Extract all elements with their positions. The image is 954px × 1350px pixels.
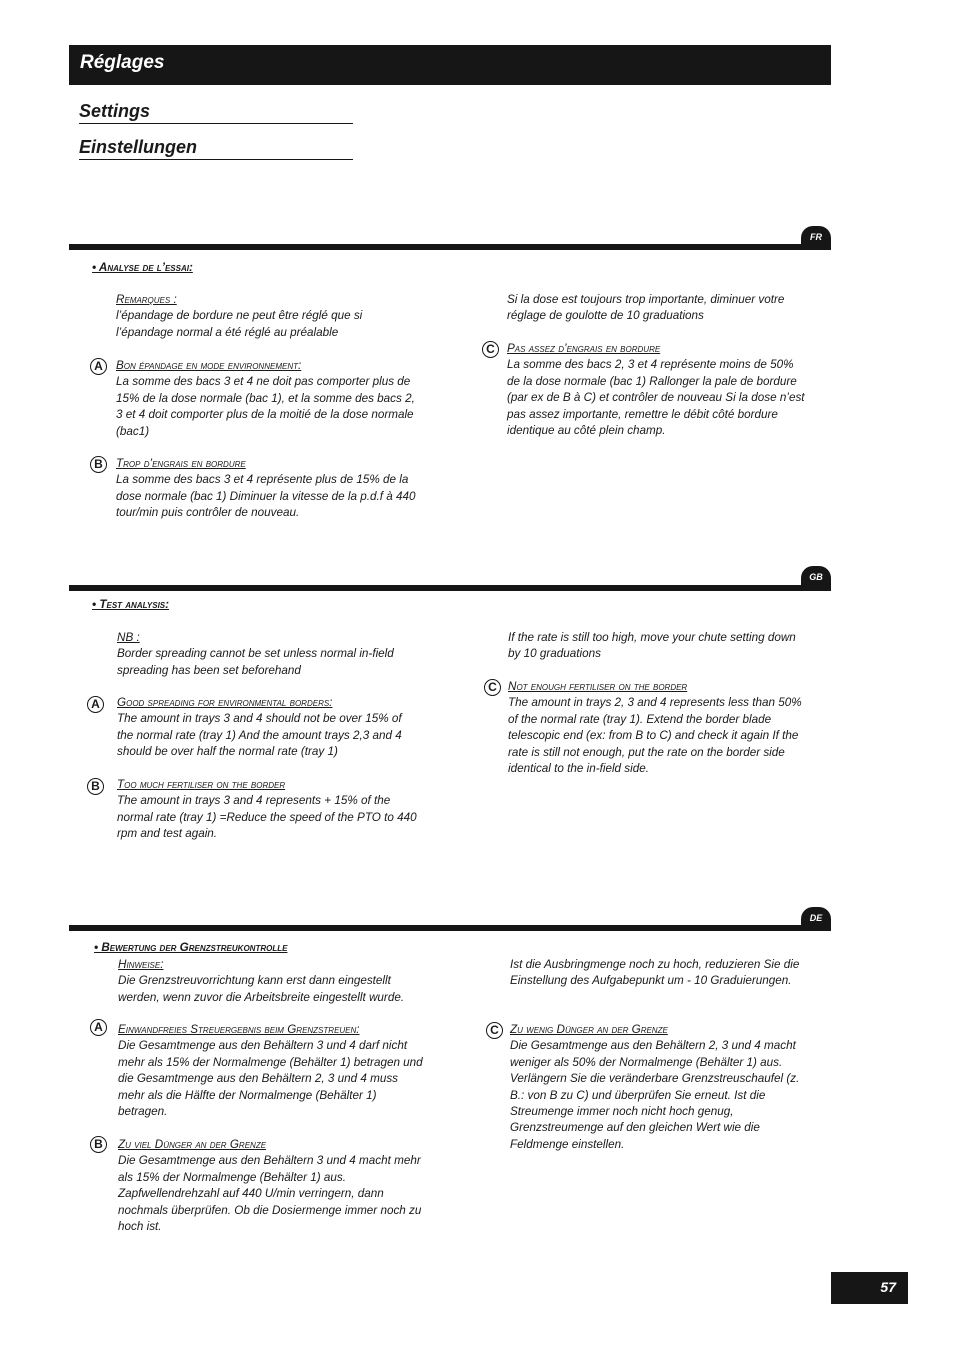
de-item-a: Einwandfreies Streuergebnis beim Grenzstreuen: Die Gesamtmenge aus den Behältern 3 und 4 darf nicht mehr als 15% der Normalmenge (Behälter 1) betragen und die Gesamtmenge aus den Behältern 2, 3 und 4 muss mehr als die Hälfte der Normalmenge (Behälter 1) betragen. <box>118 1023 423 1119</box>
fr-right-intro: Si la dose est toujours trop importante, diminuer votre réglage de goulotte de 10 graduations <box>507 293 785 323</box>
marker-a-gb: A <box>87 696 104 713</box>
de-hinweise: Hinweise: Die Grenzstreuvorrichtung kann erst dann eingestellt werden, wenn zuvor die Arbeitsbreite eingestellt wurde. <box>118 958 405 1004</box>
gb-section-title: • Test analysis: <box>92 598 170 611</box>
marker-a-de: A <box>90 1019 107 1036</box>
gb-item-c: Not enough fertiliser on the border The amount in trays 2, 3 and 4 represents less than 50% of the normal rate (tray 1). Extend the border blade telescopic end (ex: from B to C) and check it again If the rate is still not enough, put the rate on the border side identical to the in-field side. <box>508 680 802 776</box>
section-rule-de <box>69 925 831 931</box>
fr-item-a: Bon épandage en mode environnement: La somme des bacs 3 et 4 ne doit pas comporter plus de 15% de la dose normale (bac 1), et la somme des bacs 2, 3 et 4 doit comporter plus de la moitié de la dose normale (bac1) <box>116 359 415 438</box>
subtitle-einstellungen: Einstellungen <box>79 136 353 160</box>
page-title: Réglages <box>80 52 165 73</box>
fr-section-title: • Analyse de l’essai: <box>92 261 193 274</box>
fr-item-c: Pas assez d’engrais en bordure La somme des bacs 2, 3 et 4 représente moins de 50% de la dose normale (bac 1) Rallonger la pale de bordure (par ex de B à C) et contrôler de nouveau Si la dose n’est pas assez importante, remettre le débit côté bordure identique au côté plein champ. <box>507 342 805 438</box>
gb-item-a: Good spreading for environmental borders: The amount in trays 3 and 4 should not be over 15% of the normal rate (tray 1) And the amount trays 2,3 and 4 should be over half the normal rate (tray 1) <box>117 696 402 759</box>
page-number: 57 <box>831 1272 908 1304</box>
lang-badge-gb: GB <box>801 566 831 586</box>
gb-nb: NB : Border spreading cannot be set unless normal in-field spreading has been set beforehand <box>117 631 394 677</box>
section-rule-fr <box>69 244 831 250</box>
de-item-b: Zu viel Dünger an der Grenze Die Gesamtmenge aus den Behältern 3 und 4 macht mehr als 15% der Normalmenge (Behälter 1) aus. Zapfwellendrehzahl auf 440 U/min verringern, dann nochmals überprüfen. Ob die Dosiermenge immer noch zu hoch ist. <box>118 1138 422 1234</box>
header-bar <box>69 45 831 85</box>
fr-remarques: Remarques : l’épandage de bordure ne peut être réglé que si l’épandage normal a été réglé au préalable <box>116 293 363 339</box>
lang-badge-de: DE <box>801 907 831 927</box>
lang-badge-fr: FR <box>801 226 831 246</box>
marker-a-fr: A <box>90 358 107 375</box>
gb-right-intro: If the rate is still too high, move your chute setting down by 10 graduations <box>508 631 796 661</box>
de-section-title: • Bewertung der Grenzstreukontrolle <box>94 941 288 954</box>
marker-b-gb: B <box>87 778 104 795</box>
marker-b-fr: B <box>90 456 107 473</box>
marker-c-fr: C <box>482 341 499 358</box>
gb-item-b: Too much fertiliser on the border The amount in trays 3 and 4 represents + 15% of the normal rate (tray 1) =Reduce the speed of the PTO to 440 rpm and test again. <box>117 778 417 841</box>
subtitle-settings: Settings <box>79 100 353 124</box>
fr-item-b: Trop d’engrais en bordure La somme des bacs 3 et 4 représente plus de 15% de la dose normale (bac 1) Diminuer la vitesse de la p.d.f à 440 tour/min puis contrôler de nouveau. <box>116 457 416 520</box>
de-item-c: Zu wenig Dünger an der Grenze Die Gesamtmenge aus den Behältern 2, 3 und 4 macht weniger als 50% der Normalmenge (Behälter 1) aus. Verlängern Sie die veränderbare Grenzstreuschaufel (z. B.: von B zu C) und überprüfen Sie erneut. Ist die Streumenge immer noch nicht hoch genug, Grenzstreumenge auf den gleichen Wert wie die Feldmenge einstellen. <box>510 1023 800 1151</box>
marker-b-de: B <box>90 1136 107 1153</box>
section-rule-gb <box>69 585 831 591</box>
marker-c-de: C <box>486 1022 503 1039</box>
de-right-intro: Ist die Ausbringmenge noch zu hoch, reduzieren Sie die Einstellung des Aufgabepunkt um - 10 Graduierungen. <box>510 958 800 988</box>
marker-c-gb: C <box>484 679 501 696</box>
